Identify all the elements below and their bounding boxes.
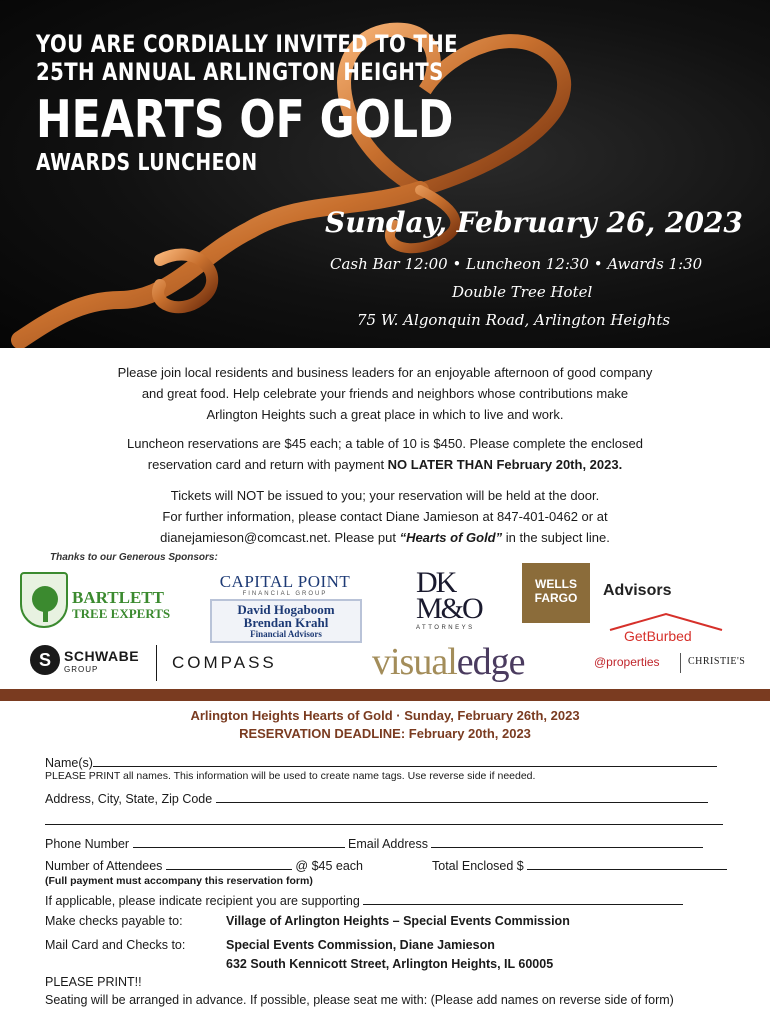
logo-text: BARTLETT: [72, 588, 164, 607]
logo-text: Brendan Krahl: [243, 615, 329, 630]
text-line: [0, 454, 770, 475]
attendees-write-line[interactable]: [166, 859, 292, 870]
attendees-row[interactable]: [45, 859, 363, 873]
section-divider-bar: [0, 689, 770, 701]
schwabe-group-logo: [30, 645, 150, 681]
text-line: [0, 527, 770, 548]
advisor-name-box: [210, 599, 362, 643]
write-line[interactable]: [45, 814, 723, 825]
seating-note: Seating will be arranged in advance. If possible, please seat me with: (Please add names on reverse side of form): [45, 993, 674, 1007]
sponsors-heading: Thanks to our Generous Sponsors:: [50, 552, 218, 563]
field-label: Name(s): [45, 756, 93, 770]
recipient-field[interactable]: [45, 894, 683, 908]
name-field[interactable]: [45, 756, 717, 770]
logo-text: edge: [456, 641, 525, 683]
event-address: 75 W. Algonquin Road, Arlington Heights: [357, 311, 671, 329]
text-line: Tickets will NOT be issued to you; your reservation will be held at the door.: [170, 488, 600, 503]
logo-text: FINANCIAL GROUP: [242, 591, 328, 597]
payable-label: Make checks payable to:: [45, 914, 183, 928]
hero-banner: [0, 0, 770, 348]
text-line: Arlington Heights such a great place in which to live and work.: [206, 407, 564, 422]
logo-text: SCHWABE: [64, 648, 140, 664]
write-line[interactable]: [363, 894, 683, 905]
address-field-line-2[interactable]: [45, 814, 723, 828]
intro-paragraph-1: [0, 362, 770, 425]
text-line: Luncheon reservations are $45 each; a table of 10 is $450. Please complete the enclosed: [126, 436, 643, 451]
intro-paragraph-2: [0, 433, 770, 475]
bartlett-tree-experts-logo: [20, 572, 178, 634]
logo-text: David Hogaboom: [237, 602, 335, 617]
address-field[interactable]: [45, 792, 708, 806]
payment-note: (Full payment must accompany this reservation form): [45, 875, 313, 887]
logo-text: FARGO: [534, 591, 578, 605]
event-date: Sunday, February 26, 2023: [325, 206, 743, 239]
payable-value: Village of Arlington Heights – Special Events Commission: [226, 914, 570, 928]
logo-text: Financial Advisors: [250, 629, 322, 639]
text-span: in the subject line.: [502, 530, 610, 545]
invite-line-2: 25TH ANNUAL ARLINGTON HEIGHTS: [36, 58, 444, 86]
logo-text: @properties: [594, 655, 660, 669]
deadline-emphasis: NO LATER THAN February 20th, 2023.: [387, 457, 623, 472]
visualedge-logo: [372, 640, 525, 684]
name-note: PLEASE PRINT all names. This information will be used to create name tags. Use reverse side if needed.: [45, 770, 536, 782]
event-venue: Double Tree Hotel: [452, 283, 593, 301]
email-write-line[interactable]: [431, 837, 703, 848]
field-label: Address, City, State, Zip Code: [45, 792, 213, 806]
tree-icon: [20, 572, 68, 628]
event-times: Cash Bar 12:00 • Luncheon 12:30 • Awards 1:30: [330, 255, 703, 273]
logo-text: M&O: [416, 592, 482, 625]
field-label: Total Enclosed $: [432, 859, 524, 873]
phone-write-line[interactable]: [133, 837, 345, 848]
text-line: For further information, please contact Diane Jamieson at 847-401-0462 or at: [162, 509, 608, 524]
logo-text: CAPITAL POINT: [219, 572, 351, 591]
write-line[interactable]: [216, 792, 708, 803]
dkmo-attorneys-logo: [410, 566, 492, 634]
form-title: Arlington Heights Hearts of Gold · Sunday, February 26th, 2023: [190, 708, 580, 723]
logo-text: WELLS: [535, 577, 577, 591]
mail-value-line-1: Special Events Commission, Diane Jamieson: [226, 938, 495, 952]
logo-text: TREE EXPERTS: [72, 606, 171, 621]
field-label: If applicable, please indicate recipient you are supporting: [45, 894, 360, 908]
write-line[interactable]: [93, 756, 717, 767]
logo-text: ATTORNEYS: [416, 625, 475, 631]
field-label: @ $45 each: [295, 859, 364, 873]
total-enclosed-field[interactable]: [432, 859, 727, 873]
subject-line-emphasis: “Hearts of Gold”: [399, 530, 503, 545]
logo-text: CHRISTIE'S: [688, 656, 746, 667]
logo-divider: [680, 653, 681, 673]
logo-text: GetBurbed: [624, 628, 692, 644]
reservation-deadline: RESERVATION DEADLINE: February 20th, 2023: [239, 726, 531, 741]
print-note: PLEASE PRINT!!: [45, 975, 142, 989]
wells-fargo-advisors-text: Advisors: [603, 582, 672, 599]
text-line: and great food. Help celebrate your friends and neighbors whose contributions make: [141, 386, 629, 401]
logo-text: DK: [416, 566, 456, 599]
schwabe-s-icon: S: [30, 645, 60, 675]
intro-paragraph-3: [0, 485, 770, 548]
logo-divider: [156, 645, 157, 681]
write-line[interactable]: [527, 859, 727, 870]
phone-email-row[interactable]: [45, 837, 703, 851]
event-subtitle: AWARDS LUNCHEON: [36, 150, 258, 176]
properties-christies-logo: [594, 655, 744, 675]
text-span: reservation card and return with payment: [147, 457, 388, 472]
compass-logo: COMPASS: [172, 653, 277, 672]
field-label: Email Address: [348, 837, 428, 851]
getburbed-logo: [606, 612, 726, 648]
capital-point-logo: [208, 572, 362, 644]
logo-text: GROUP: [64, 665, 99, 674]
wells-fargo-logo: [522, 563, 590, 623]
logo-text: visual: [372, 641, 457, 683]
event-title: HEARTS OF GOLD: [36, 90, 454, 150]
mail-value-line-2: 632 South Kennicott Street, Arlington Heights, IL 60005: [226, 957, 554, 971]
mail-label: Mail Card and Checks to:: [45, 938, 186, 952]
contact-email: dianejamieson@comcast.net. Please put: [160, 530, 400, 545]
invite-line-1: YOU ARE CORDIALLY INVITED TO THE: [36, 30, 458, 58]
field-label: Number of Attendees: [45, 859, 163, 873]
field-label: Phone Number: [45, 837, 130, 851]
text-line: Please join local residents and business leaders for an enjoyable afternoon of good company: [117, 365, 653, 380]
